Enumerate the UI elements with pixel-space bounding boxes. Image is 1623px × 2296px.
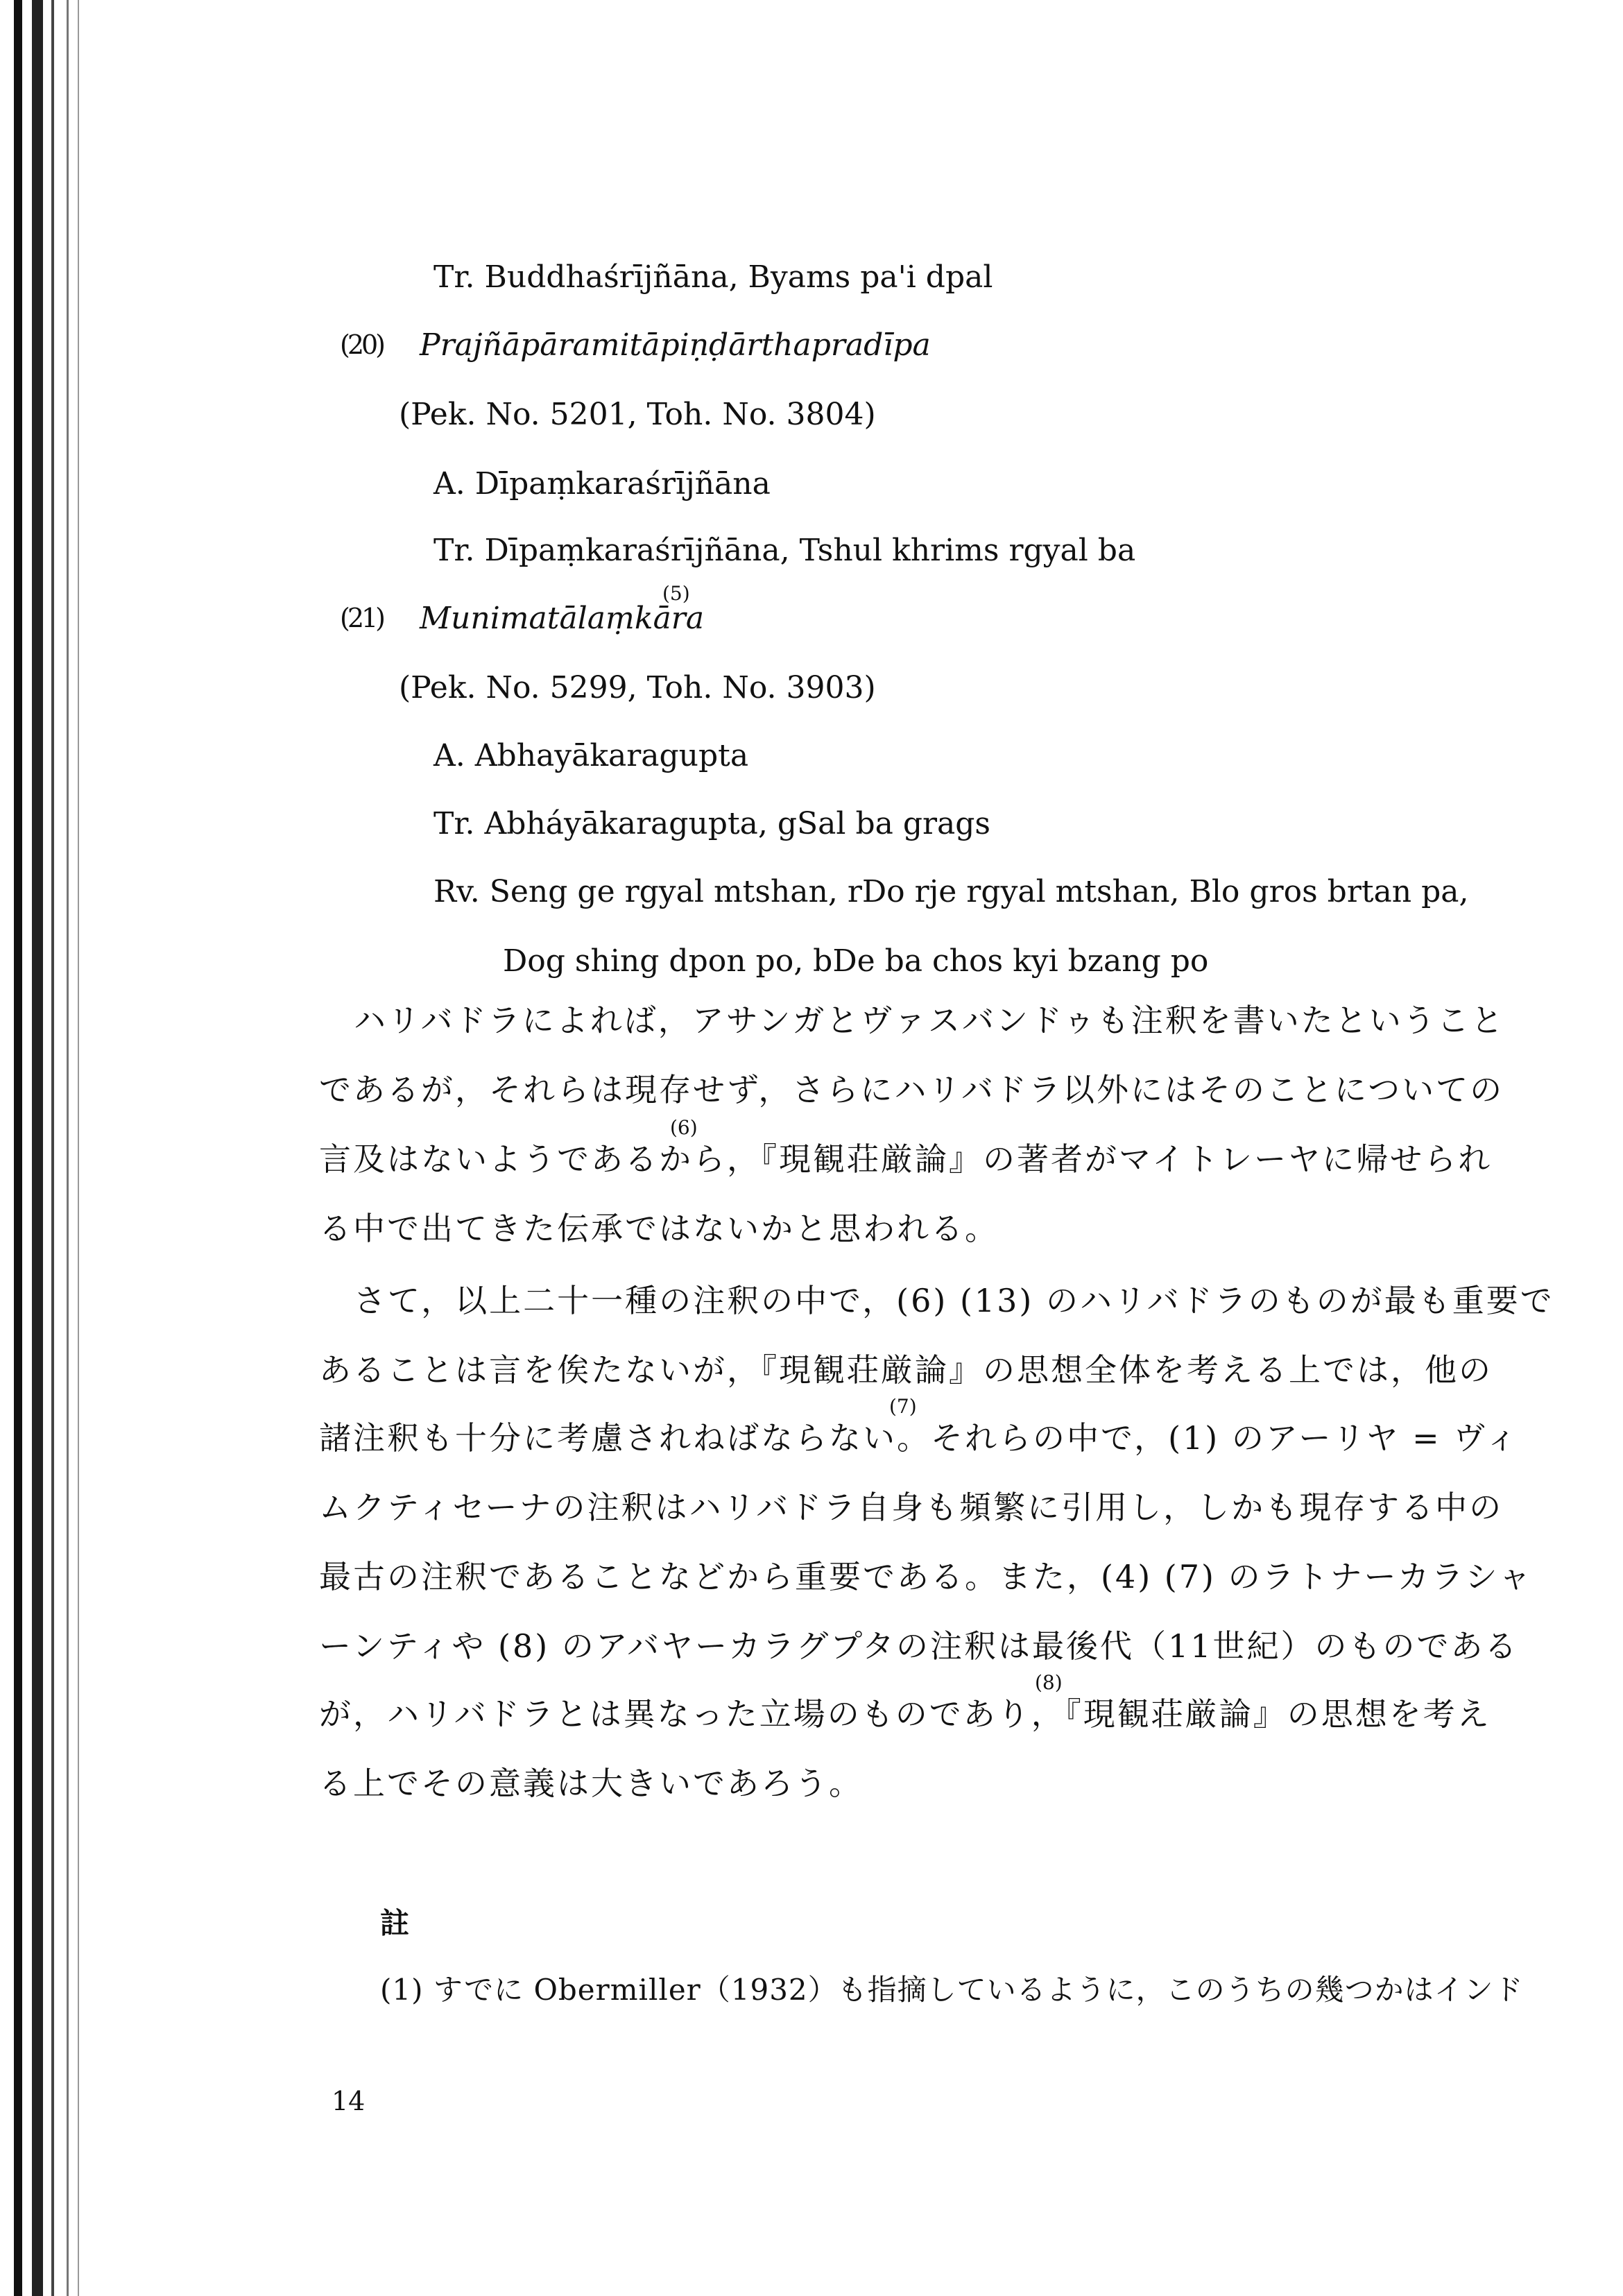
paragraph-1-line-4: る中で出てきた伝承ではないかと思われる。 — [319, 1210, 999, 1247]
entry-20-translator: Tr. Dīpaṃkaraśrījñāna, Tshul khrims rgyal ba — [433, 533, 1136, 568]
paragraph-2-line-6: ーンティや (8) のアバヤーカラグプタの注釈は最後代（11世紀）のものである — [319, 1627, 1519, 1665]
entry-21-number: (21) — [340, 603, 384, 633]
entry-21-translator: Tr. Abháyākaragupta, gSal ba grags — [433, 806, 990, 841]
paragraph-2-line-7: が，ハリバドラとは異なった立場のものであり，『現観荘厳論』の思想を考え — [319, 1695, 1491, 1733]
entry-21-reviser-line-2: Dog shing dpon po, bDe ba chos kyi bzang po — [503, 943, 1209, 979]
entry-20-pek: (Pek. No. 5201, Toh. No. 3804) — [399, 397, 876, 432]
note-ref-8: (8) — [1035, 1671, 1063, 1694]
entry-21-pek: (Pek. No. 5299, Toh. No. 3903) — [399, 670, 876, 705]
paragraph-1-line-3: 言及はないようであるから，『現観荘厳論』の著者がマイトレーヤに帰せられ — [319, 1140, 1493, 1178]
entry-19-translator: Tr. Buddhaśrījñāna, Byams pa'i dpal — [433, 259, 993, 295]
paragraph-2-line-5: 最古の注釈であることなどから重要である。また，(4) (7) のラトナーカラシャ — [319, 1558, 1533, 1595]
note-1: (1) すでに Obermiller（1932）も指摘しているように，このうちの幾つかはインド — [380, 1973, 1524, 2007]
book-binding-shadow — [0, 0, 97, 2296]
entry-20-title: Prajñāpāramitāpiṇḍārthapradīpa — [420, 327, 931, 363]
paragraph-2-line-2: あることは言を俟たないが，『現観荘厳論』の思想全体を考える上では，他の — [319, 1351, 1493, 1389]
paragraph-2-line-4: ムクティセーナの注釈はハリバドラ自身も頻繁に引用し，しかも現存する中の — [319, 1489, 1504, 1526]
paragraph-2-line-1: さて，以上二十一種の注釈の中で，(6) (13) のハリバドラのものが最も重要で — [354, 1282, 1554, 1319]
paragraph-1-line-1: ハリバドラによれば，アサンガとヴァスバンドゥも注釈を書いたということ — [354, 1002, 1505, 1039]
note-ref-7: (7) — [889, 1395, 917, 1418]
entry-21-reviser-line-1: Rv. Seng ge rgyal mtshan, rDo rje rgyal mtshan, Blo gros brtan pa, — [433, 874, 1469, 909]
paragraph-2-line-3: 諸注釈も十分に考慮されねばならない。それらの中で，(1) のアーリヤ = ヴィ — [319, 1419, 1520, 1457]
note-ref-5: (5) — [662, 582, 690, 605]
notes-heading: 註 — [380, 1906, 410, 1940]
paragraph-1-line-2: であるが，それらは現存せず，さらにハリバドラ以外にはそのことについての — [319, 1071, 1504, 1108]
entry-20-number: (20) — [340, 329, 384, 360]
entry-20-author: A. Dīpaṃkaraśrījñāna — [433, 466, 771, 502]
page-number: 14 — [332, 2086, 366, 2116]
note-ref-6: (6) — [670, 1116, 698, 1139]
entry-21-title: Munimatālaṃkāra — [420, 601, 705, 636]
entry-21-author: A. Abhayākaragupta — [433, 738, 749, 773]
paragraph-2-line-8: る上でその意義は大きいであろう。 — [319, 1765, 863, 1802]
